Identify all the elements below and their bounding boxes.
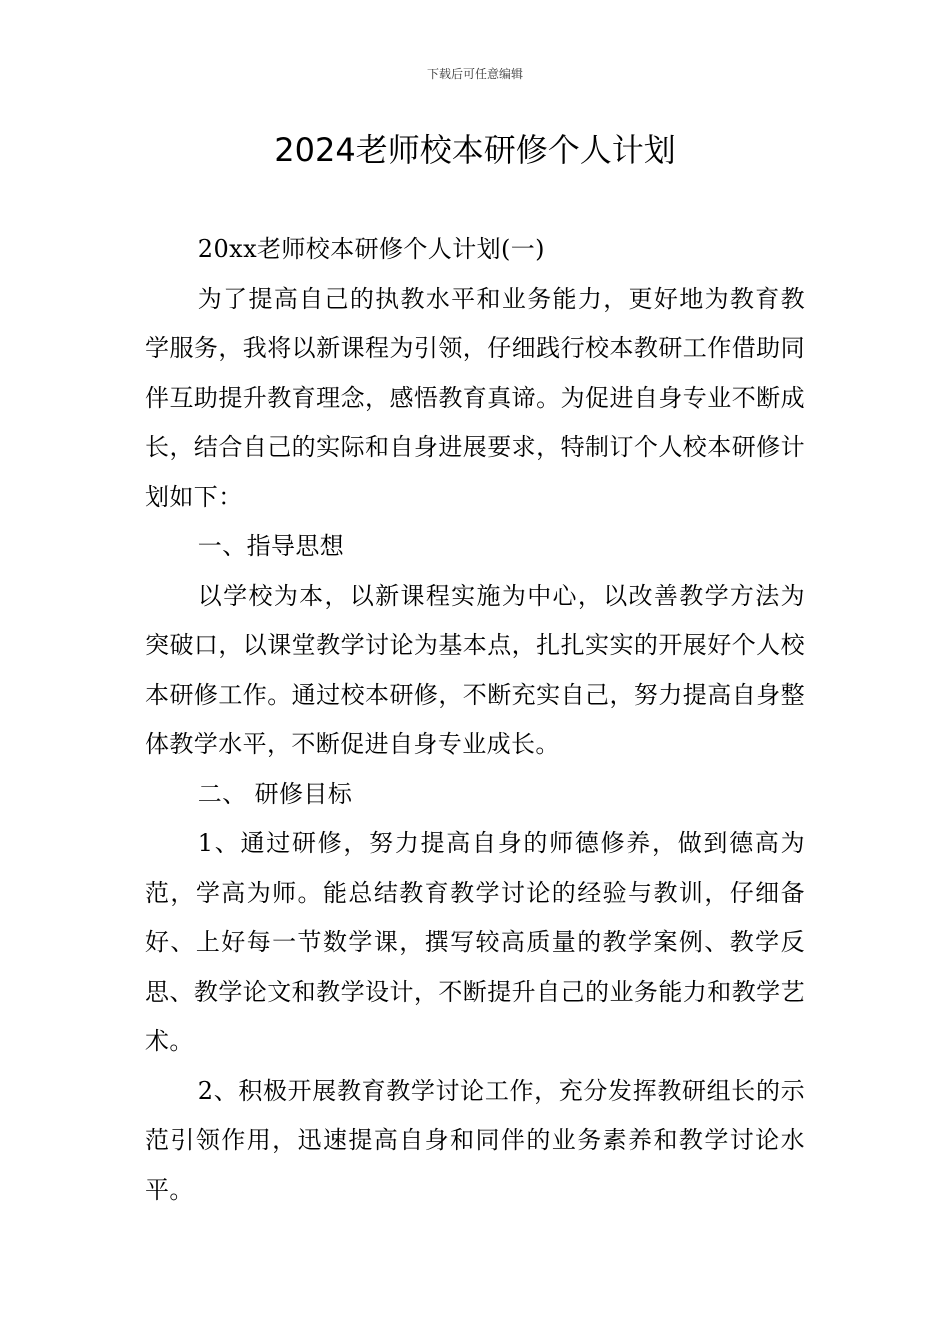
header-note: 下载后可任意编辑 [426, 67, 523, 81]
section-heading-guiding-ideology: 一、指导思想 [197, 532, 345, 560]
paragraph-subtitle: 20xx老师校本研修个人计划(一) [197, 235, 545, 263]
document-body [145, 225, 805, 1215]
paragraph-guiding-ideology: 以学校为本，以新课程实施为中心，以改善教学方法为突破口，以课堂教学讨论为基本点，扎扎实实的开展好个人校本研修工作。通过校本研修，不断充实自己，努力提高自身整体教学水平，不断促进自身专业成长。 [145, 581, 805, 758]
document-title: 2024老师校本研修个人计划 [274, 131, 676, 169]
paragraph-goal-1: 1、通过研修，努力提高自身的师德修养，做到德高为范，学高为师。能总结教育教学讨论的经验与教训，仔细备好、上好每一节数学课，撰写较高质量的教学案例、教学反思、教学论文和教学设计，不断提升自己的业务能力和教学艺术。 [145, 829, 805, 1055]
section-heading-study-goals: 二、 研修目标 [197, 779, 353, 808]
paragraph-goal-2: 2、积极开展教育教学讨论工作，充分发挥教研组长的示范引领作用，迅速提高自身和同伴的业务素养和教学讨论水平。 [145, 1076, 805, 1204]
paragraph-intro: 为了提高自己的执教水平和业务能力，更好地为教育教学服务，我将以新课程为引领，仔细践行校本教研工作借助同伴互助提升教育理念，感悟教育真谛。为促进自身专业不断成长，结合自己的实际和自身进展要求，特制订个人校本研修计划如下： [145, 284, 805, 511]
